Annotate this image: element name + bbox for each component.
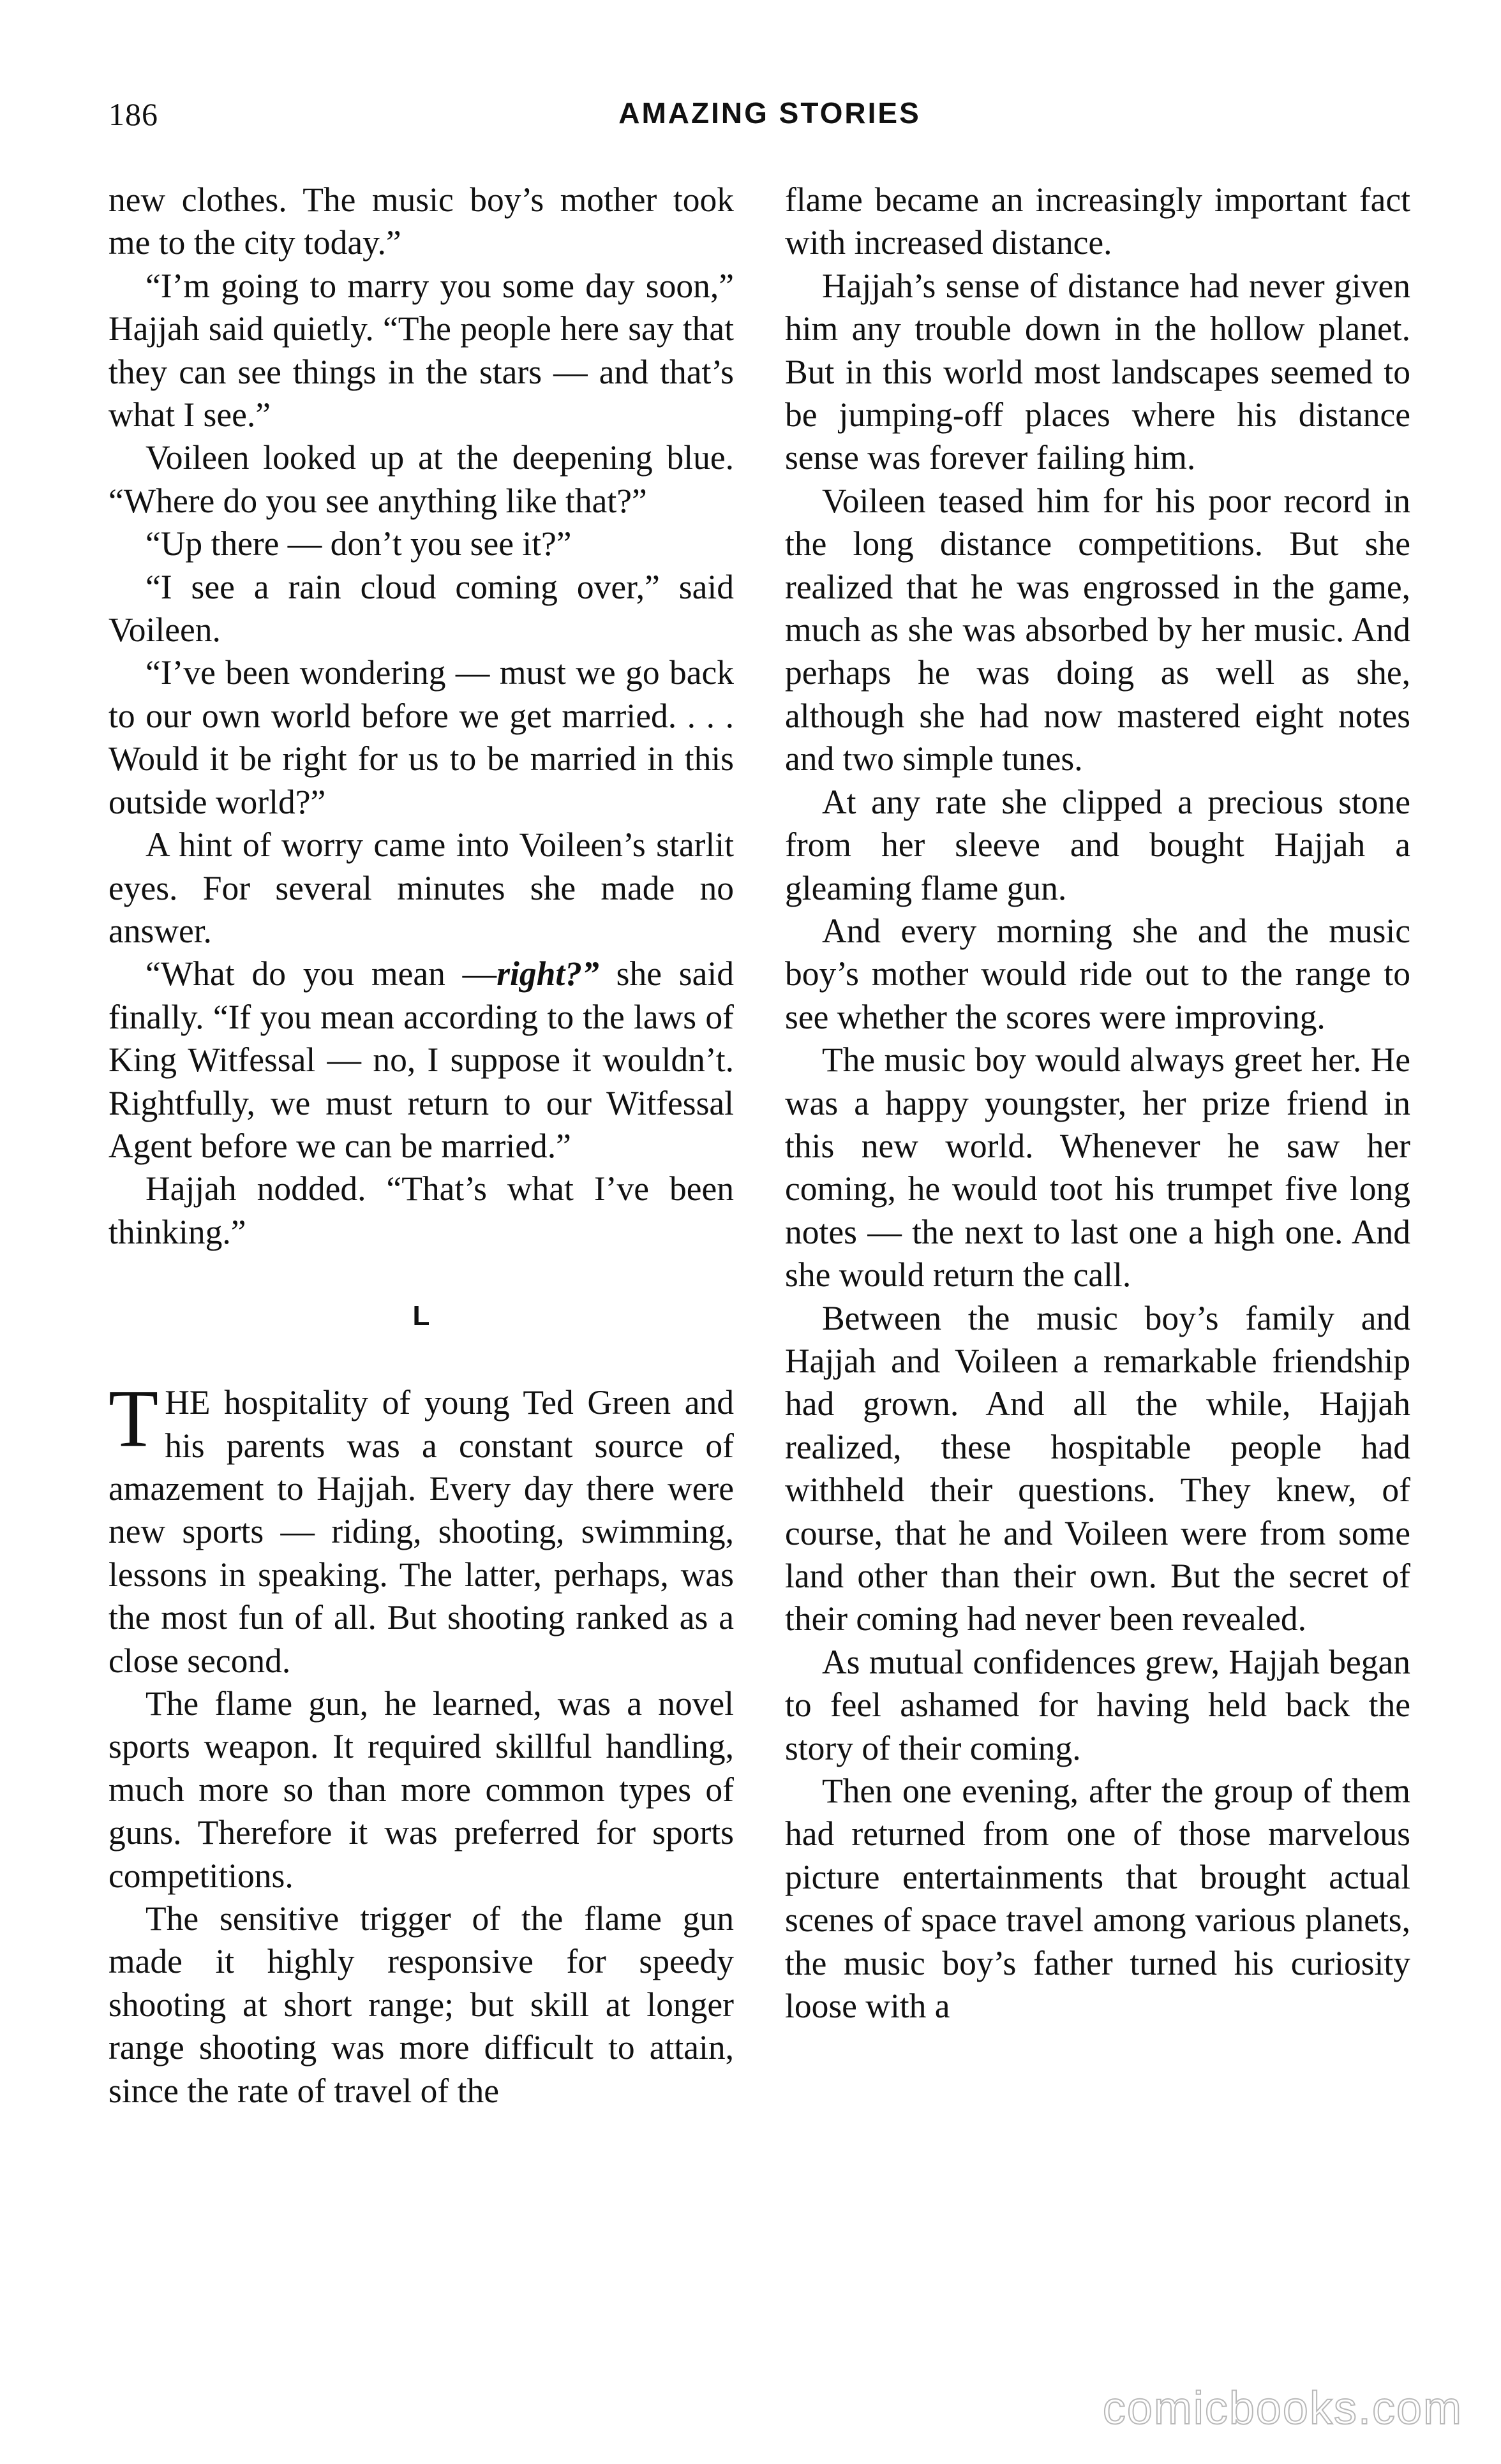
paragraph: Hajjah nodded. “That’s what I’ve been thinking.” xyxy=(108,1169,734,1251)
paragraph: “Up there — don’t you see it?” xyxy=(146,524,572,563)
running-head: AMAZING STORIES xyxy=(618,96,921,130)
paragraph: At any rate she clipped a precious stone from her sleeve and bought Hajjah a gleaming flame gun. xyxy=(785,782,1410,907)
paragraph: “I’ve been wondering — must we go back to our own world before we get married. . . . Would it be right for us to be married in this outside world?” xyxy=(108,653,734,821)
paragraph: The sensitive trigger of the flame gun made it highly responsive for speedy shooting at short range; but skill at longer range shooting was more difficult to attain, since the rate of travel of the xyxy=(108,1899,734,2110)
right-column xyxy=(785,179,1410,2028)
paragraph: Hajjah’s sense of distance had never given him any trouble down in the hollow planet. But in this world most landscapes seemed to be jumping-off places where his distance sense was forever failing him. xyxy=(785,266,1410,477)
dropcap-paragraph xyxy=(108,1373,734,1682)
site-watermark: comicbooks.com xyxy=(1102,2383,1463,2434)
left-column xyxy=(108,179,734,2112)
question-lead: “What do you mean — xyxy=(146,954,497,993)
drop-cap: T xyxy=(108,1373,159,1464)
paragraph: The music boy would always greet her. He was a happy youngster, her prize friend in this new world. Whenever he saw her coming, he would toot his trumpet five long notes — the next to last one a high one. And she would return the call. xyxy=(785,1041,1410,1295)
section-mark: L xyxy=(412,1300,430,1332)
paragraph: “I see a rain cloud coming over,” said Voileen. xyxy=(108,567,734,649)
paragraph: Voileen looked up at the deepening blue. “Where do you see anything like that?” xyxy=(108,438,734,520)
paragraph-question xyxy=(108,953,734,1168)
paragraph: “I’m going to marry you some day soon,” Hajjah said quietly. “The people here say that they can see things in the stars — and that’s what I see.” xyxy=(108,266,734,434)
paragraph: new clothes. The music boy’s mother took me to the city today.” xyxy=(108,181,734,262)
page-number: 186 xyxy=(108,96,158,132)
paragraph: Voileen teased him for his poor record in the long distance competitions. But she realized that he was engrossed in the game, much as she was absorbed by her music. And perhaps he was doing as well as she, although she had now mastered eight notes and two simple tunes. xyxy=(785,481,1410,778)
paragraph: And every morning she and the music boy’s mother would ride out to the range to see whether the scores were improving. xyxy=(785,911,1410,1036)
paragraph: A hint of worry came into Voileen’s starlit eyes. For several minutes she made no answer. xyxy=(108,826,734,950)
paragraph: Then one evening, after the group of them had returned from one of those marvelous picture entertainments that brought actual scenes of space travel among various planets, the music boy’s father turned his curiosity loose with a xyxy=(785,1772,1410,2026)
paragraph: The flame gun, he learned, was a novel sports weapon. It required skillful handling, much more so than more common types of guns. Therefore it was preferred for sports competitions. xyxy=(108,1684,734,1895)
paragraph: Between the music boy’s family and Hajjah and Voileen a remarkable friendship had grown. And all the while, Hajjah realized, these hospitable people had withheld their questions. They knew, of course, that he and Voileen were from some land other than their own. But the secret of their coming had never been revealed. xyxy=(785,1298,1410,1638)
emphasis-right: right?” xyxy=(497,954,599,993)
paragraph: As mutual confidences grew, Hajjah began to feel ashamed for having held back the story of their coming. xyxy=(785,1642,1410,1767)
question-rest: she said finally. “If you mean according to the laws of King Witfessal — no, I suppose it wouldn’t. Rightfully, we must return to our Witfessal Agent before we can be married.” xyxy=(108,954,734,1165)
page-header xyxy=(108,96,1393,140)
paragraph: flame became an increasingly important fact with increased distance. xyxy=(785,181,1410,262)
dropcap-paragraph-text: HE hospitality of young Ted Green and his parents was a constant source of amazement to Hajjah. Every day there were new sports — riding, shooting, swimming, lessons in speaking. The latter, perhaps, was the most fun of all. But shooting ranked as a close second. xyxy=(108,1383,734,1680)
